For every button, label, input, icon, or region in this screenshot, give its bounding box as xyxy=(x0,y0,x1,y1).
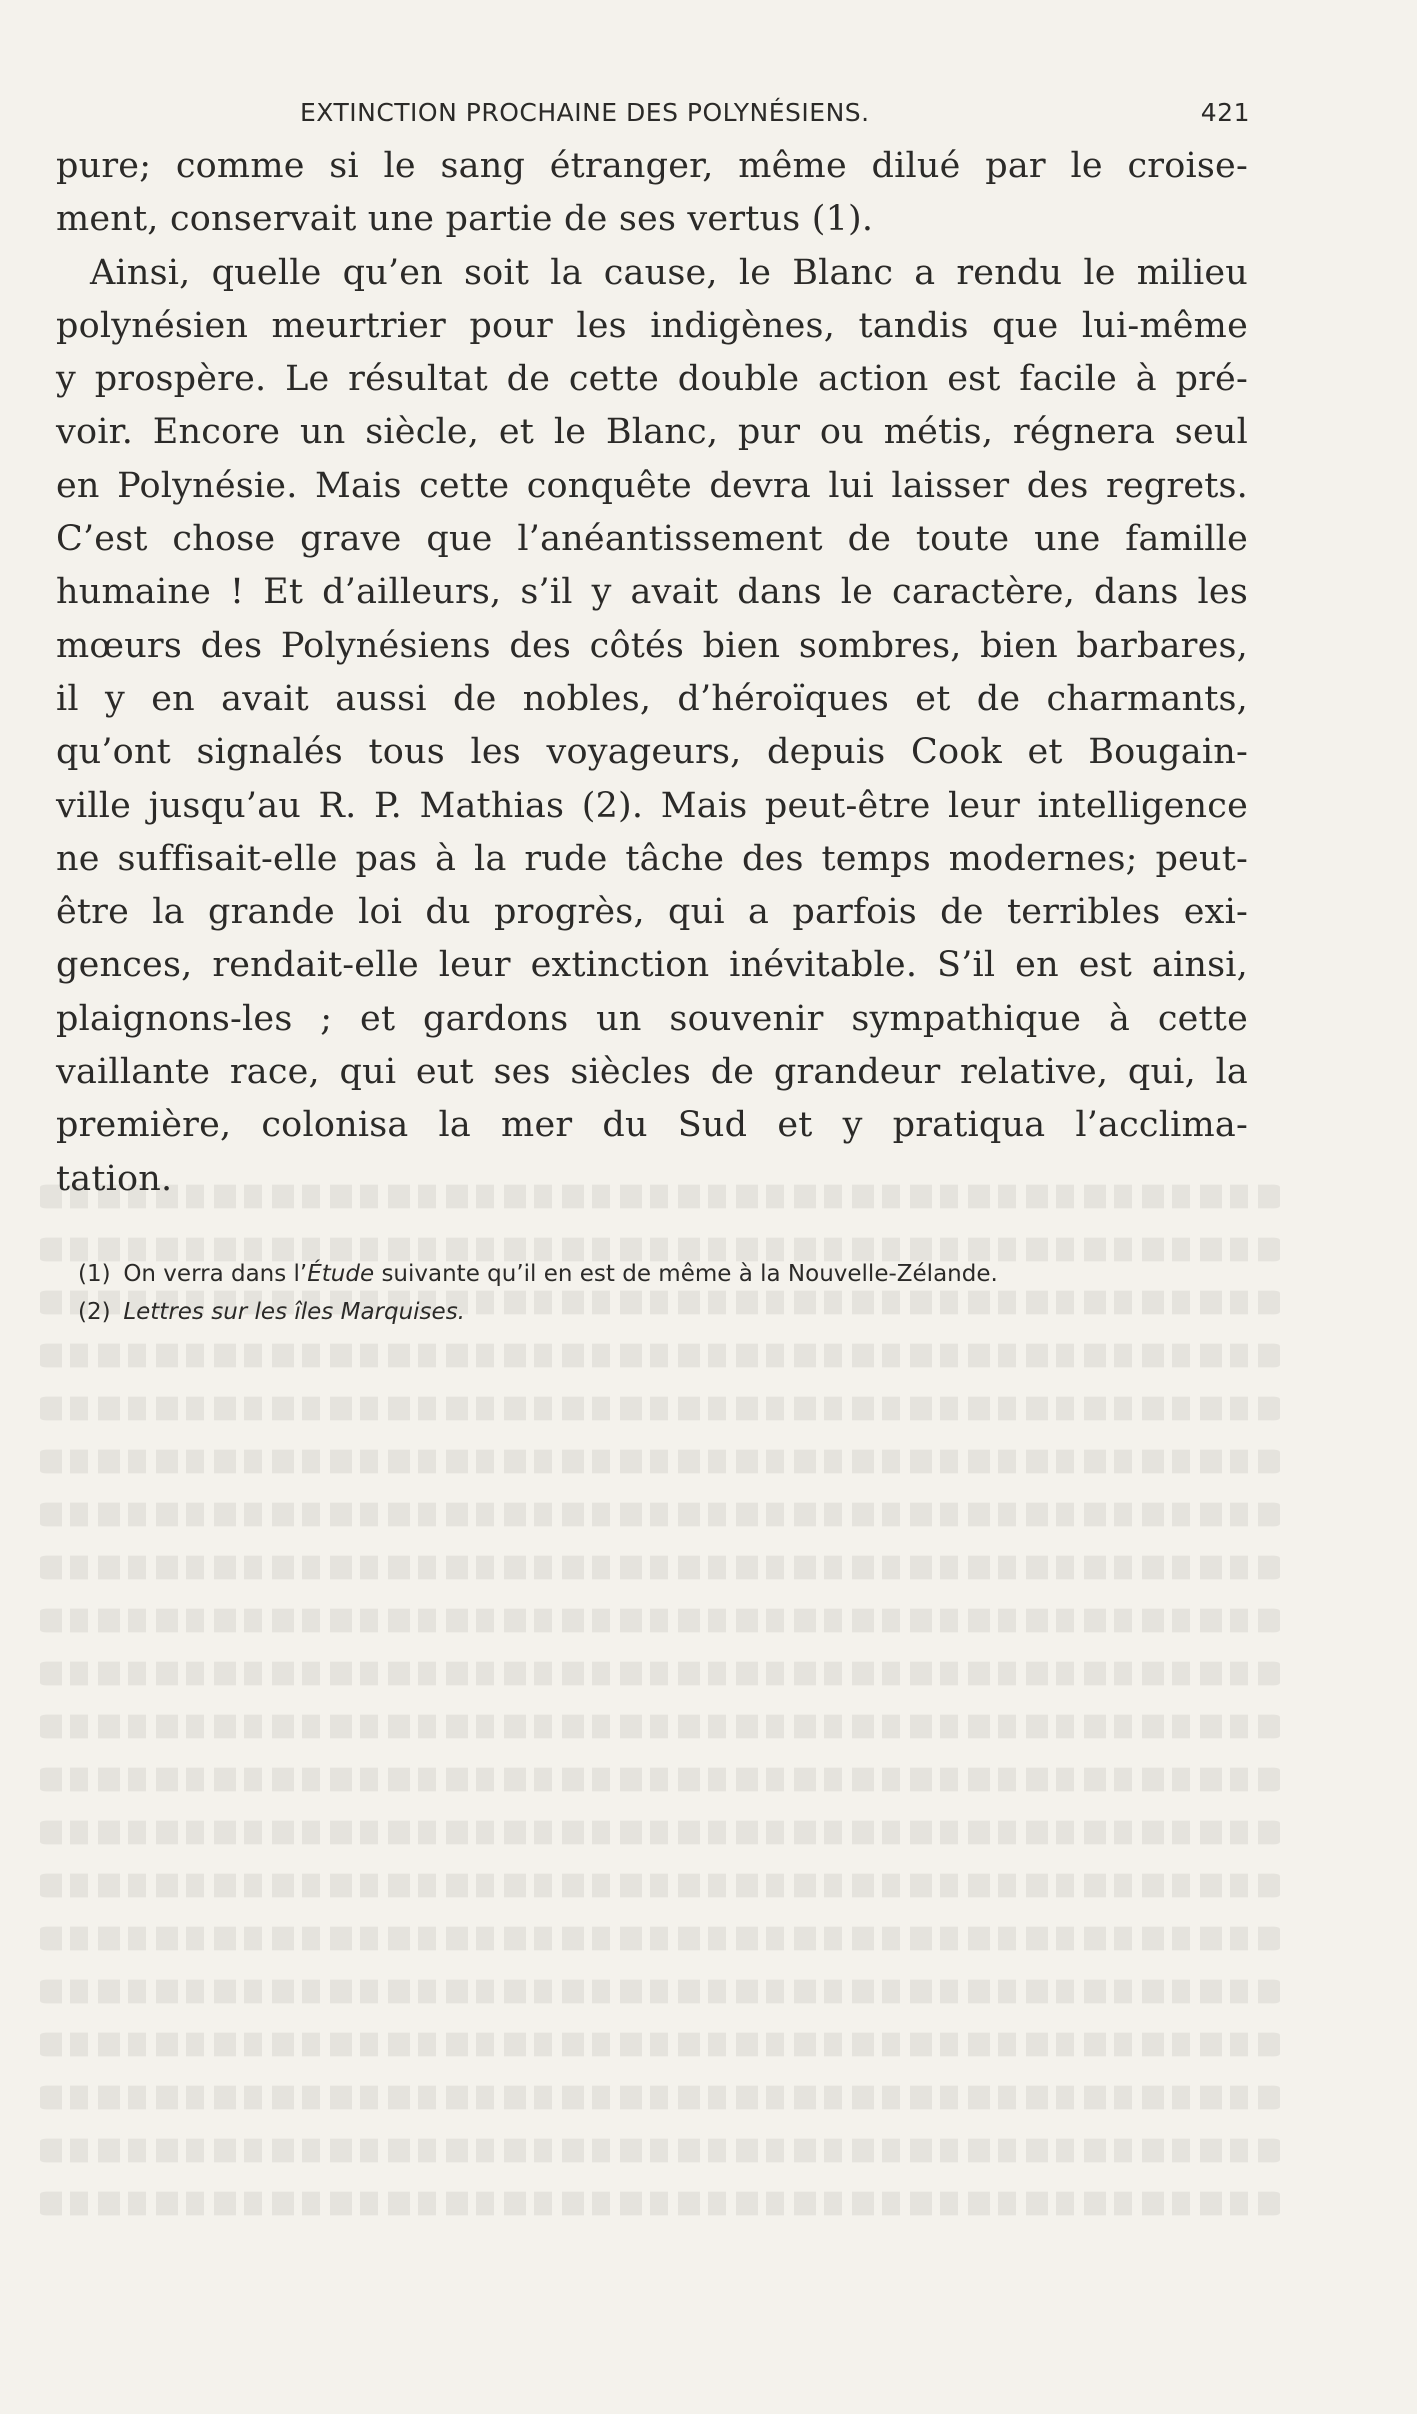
text-line: plaignons-les ; et gardons un souvenir sympathique à cette xyxy=(56,998,1248,1039)
show-through-line xyxy=(40,1556,1280,1580)
text-line: gences, rendait-elle leur extinction inévitable. S’il en est ainsi, xyxy=(56,945,1248,986)
text-line: première, colonisa la mer du Sud et y pratiqua l’acclima- xyxy=(56,1105,1248,1146)
show-through-line xyxy=(40,1662,1280,1686)
text-line: il y en avait aussi de nobles, d’héroïques et de charmants, xyxy=(56,678,1248,719)
page-number: 421 xyxy=(1200,98,1250,127)
text-line: ville jusqu’au R. P. Mathias (2). Mais peut-être leur intelligence xyxy=(56,785,1248,826)
text-line: Ainsi, quelle qu’en soit la cause, le Blanc a rendu le milieu xyxy=(90,252,1248,293)
show-through-line xyxy=(40,1344,1280,1368)
text-line: pure; comme si le sang étranger, même dilué par le croise- xyxy=(56,146,1248,186)
show-through-line xyxy=(40,1715,1280,1739)
show-through-line xyxy=(40,1450,1280,1474)
footnote-italic-text: Étude xyxy=(307,1261,375,1287)
show-through-line xyxy=(40,1768,1280,1792)
footnote-label: (2) xyxy=(78,1299,111,1325)
show-through-line xyxy=(40,2086,1280,2110)
show-through-line xyxy=(40,1503,1280,1527)
text-line: tation. xyxy=(56,1158,173,1199)
footnote-text: suivante qu’il en est de même à la Nouvelle-Zélande. xyxy=(374,1261,998,1287)
footnotes xyxy=(78,1255,1258,1331)
text-line: C’est chose grave que l’anéantissement de toute une famille xyxy=(56,519,1248,560)
body-text xyxy=(56,140,1248,1206)
show-through-line xyxy=(40,1821,1280,1845)
footnote-1 xyxy=(78,1255,1258,1293)
text-line: ment, conservait une partie de ses vertus (1). xyxy=(56,199,874,240)
footnote-label: (1) xyxy=(78,1261,111,1287)
show-through-line xyxy=(40,2139,1280,2163)
text-line: humaine ! Et d’ailleurs, s’il y avait dans le caractère, dans les xyxy=(56,572,1248,613)
running-title: EXTINCTION PROCHAINE DES POLYNÉSIENS. xyxy=(300,98,870,127)
show-through-line xyxy=(40,1609,1280,1633)
text-line: vaillante race, qui eut ses siècles de grandeur relative, qui, la xyxy=(56,1052,1248,1093)
show-through-line xyxy=(40,1397,1280,1421)
show-through-line xyxy=(40,2033,1280,2057)
text-line: en Polynésie. Mais cette conquête devra lui laisser des regrets. xyxy=(56,465,1248,506)
show-through-line xyxy=(40,1980,1280,2004)
show-through-line xyxy=(40,1927,1280,1951)
text-line: polynésien meurtrier pour les indigènes, tandis que lui-même xyxy=(56,305,1248,346)
footnote-italic-text: Lettres sur les îles Marquises. xyxy=(123,1299,465,1325)
text-line: y prospère. Le résultat de cette double action est facile à pré- xyxy=(56,359,1248,400)
text-line: ne suffisait-elle pas à la rude tâche des temps modernes; peut- xyxy=(56,838,1248,879)
text-line: être la grande loi du progrès, qui a parfois de terribles exi- xyxy=(56,892,1248,933)
text-line: voir. Encore un siècle, et le Blanc, pur ou métis, régnera seul xyxy=(56,412,1248,453)
text-line: qu’ont signalés tous les voyageurs, depuis Cook et Bougain- xyxy=(56,732,1248,773)
footnote-text: On verra dans l’ xyxy=(123,1261,308,1287)
show-through-line xyxy=(40,2192,1280,2216)
running-header xyxy=(300,92,1250,132)
text-line: mœurs des Polynésiens des côtés bien sombres, bien barbares, xyxy=(56,625,1248,666)
show-through-line xyxy=(40,1874,1280,1898)
footnote-2 xyxy=(78,1293,1258,1331)
